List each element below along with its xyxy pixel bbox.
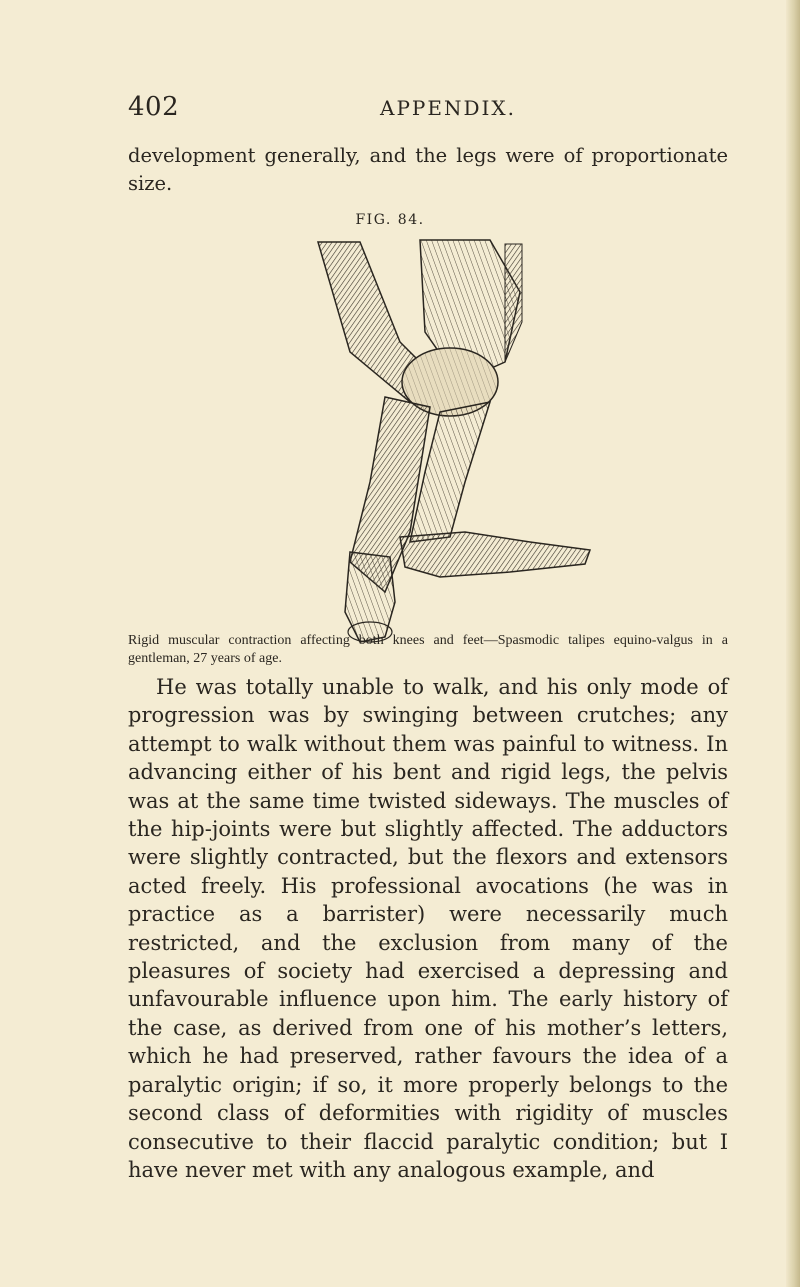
body-paragraph bbox=[128, 673, 728, 1184]
legs-engraving bbox=[290, 232, 610, 652]
page-edge bbox=[786, 0, 800, 1287]
body-paragraph-text: He was totally unable to walk, and his only mode of progression was by swinging between crutches; any attempt to walk without them was painful to witness. In advancing either of his bent and rigid legs, the pelvis was at the same time twisted sideways. The muscles of the hip-joints were but slightly affected. The adductors were slightly contracted, but the flexors and extensors acted freely. His professional avocations (he was in practice as a barrister) were necessarily much restricted, and the exclusion from many of the pleasures of society had exercised a depressing and unfavourable influence upon him. The early history of the case, as derived from one of his mother’s letters, which he had preserved, rather favours the idea of a paralytic origin; if so, it more properly belongs to the second class of deformities with rigidity of muscles consecutive to their flaccid paralytic condition; but I have never met with any analogous example, and bbox=[128, 675, 728, 1182]
figure-label: FIG. 84. bbox=[355, 212, 425, 228]
figure-caption: Rigid muscular contraction affecting both knees and feet—Spasmodic talipes equino-valgus in a gentleman, 27 years of age. bbox=[128, 633, 728, 666]
running-head: APPENDIX. bbox=[380, 96, 516, 120]
figure-illustration bbox=[290, 232, 610, 652]
page-header bbox=[128, 92, 688, 128]
opening-paragraph: development generally, and the legs were of proportionate size. bbox=[128, 144, 728, 195]
page-number: 402 bbox=[128, 92, 180, 122]
